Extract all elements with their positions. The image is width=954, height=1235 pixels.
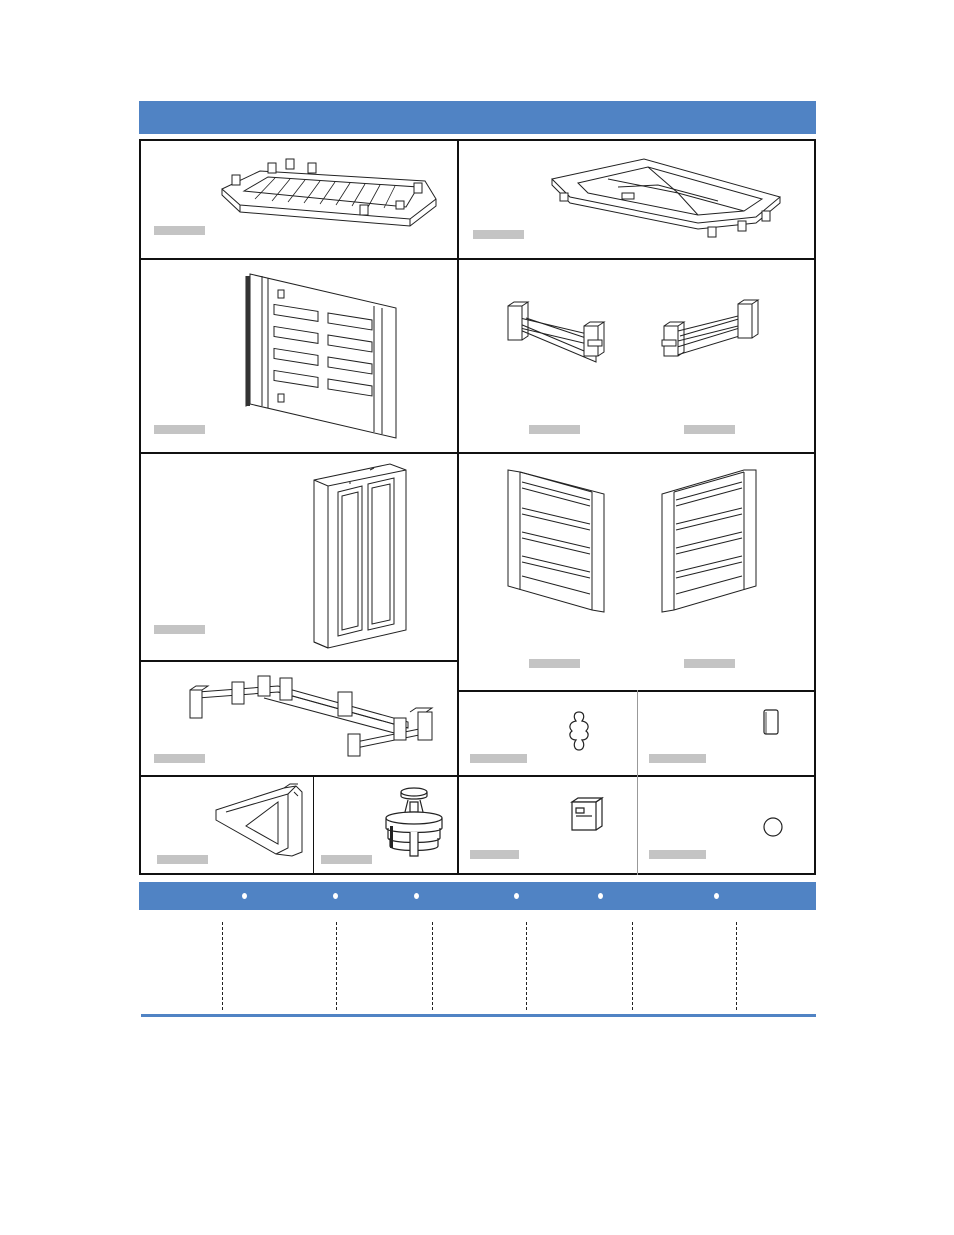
small-pad-icon xyxy=(762,708,782,738)
bullet-dot xyxy=(714,893,719,899)
column-separator xyxy=(526,922,527,1010)
back-wall-panel-icon xyxy=(246,270,402,440)
bottom-rule xyxy=(141,1014,816,1017)
bullet-dot xyxy=(598,893,603,899)
grid-divider xyxy=(141,258,816,260)
column-separator xyxy=(632,922,633,1010)
grid-divider xyxy=(457,141,459,875)
column-separator xyxy=(736,922,737,1010)
part-label-tag xyxy=(154,425,205,434)
part-label-tag xyxy=(470,850,519,859)
part-label-tag xyxy=(470,754,527,763)
grid-divider xyxy=(141,775,816,777)
part-label-tag xyxy=(154,625,205,634)
latch-box-icon xyxy=(568,796,606,832)
roof-panel-icon xyxy=(548,157,784,243)
part-label-tag xyxy=(684,425,735,434)
bullet-dot xyxy=(414,893,419,899)
side-brace-right-icon xyxy=(658,300,762,364)
header-bar xyxy=(139,101,816,134)
corner-bracket-icon xyxy=(212,782,306,858)
floor-base-icon xyxy=(220,157,440,229)
side-brace-left-icon xyxy=(500,300,608,364)
grid-divider xyxy=(313,775,314,875)
door-panel-icon xyxy=(310,462,408,652)
part-label-tag xyxy=(321,855,372,864)
keyhole-clip-icon xyxy=(566,710,592,752)
column-separator xyxy=(432,922,433,1010)
side-wall-left-icon xyxy=(504,468,606,614)
part-label-tag xyxy=(157,855,208,864)
bullet-dot xyxy=(514,893,519,899)
round-cap-icon xyxy=(762,816,784,838)
grid-divider xyxy=(141,660,457,662)
part-label-tag xyxy=(649,754,706,763)
column-separator xyxy=(336,922,337,1010)
grid-divider xyxy=(141,452,816,454)
part-label-tag xyxy=(649,850,706,859)
part-label-tag xyxy=(154,226,205,235)
part-label-tag xyxy=(684,659,735,668)
side-wall-right-icon xyxy=(660,468,760,614)
leveler-foot-icon xyxy=(380,782,448,860)
bullet-dot xyxy=(333,893,338,899)
part-label-tag xyxy=(529,425,580,434)
grid-divider xyxy=(637,690,638,875)
base-frame-icon xyxy=(188,670,436,760)
column-separator xyxy=(222,922,223,1010)
part-label-tag xyxy=(529,659,580,668)
bullet-dot xyxy=(242,893,247,899)
part-label-tag xyxy=(473,230,524,239)
